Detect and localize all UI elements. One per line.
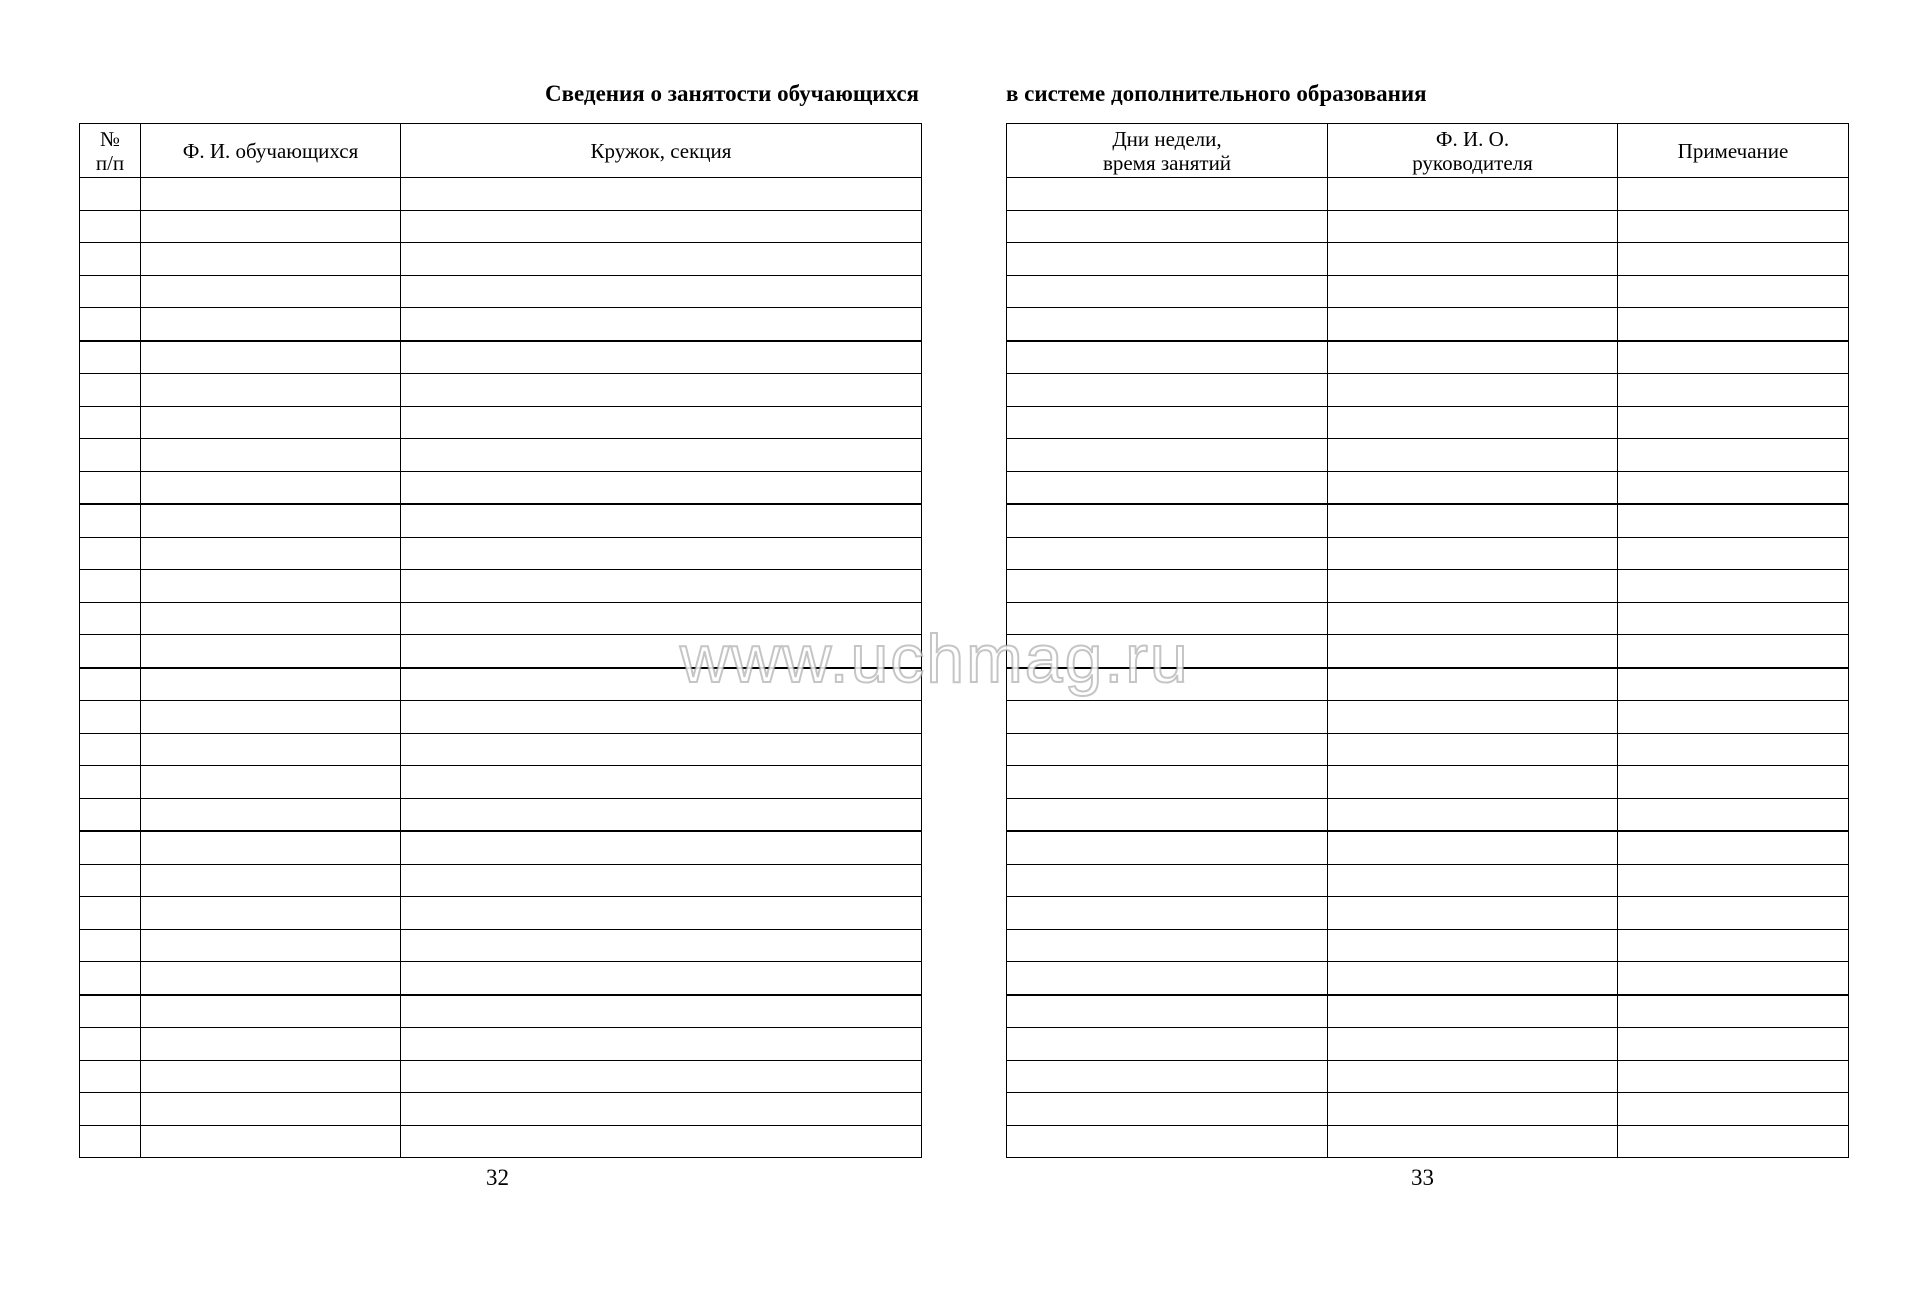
table-cell[interactable] bbox=[1328, 635, 1618, 668]
table-cell[interactable] bbox=[1618, 504, 1849, 537]
table-cell[interactable] bbox=[141, 275, 401, 308]
table-cell[interactable] bbox=[141, 504, 401, 537]
table-cell[interactable] bbox=[401, 439, 922, 472]
table-row bbox=[1007, 1093, 1849, 1126]
table-cell[interactable] bbox=[141, 831, 401, 864]
table-cell[interactable] bbox=[1007, 210, 1328, 243]
table-row bbox=[80, 1060, 922, 1093]
table-cell[interactable] bbox=[141, 1060, 401, 1093]
table-cell[interactable] bbox=[1328, 602, 1618, 635]
table-cell[interactable] bbox=[1328, 537, 1618, 570]
table-row bbox=[80, 1125, 922, 1158]
table-row bbox=[1007, 210, 1849, 243]
table-row bbox=[80, 766, 922, 799]
table-cell[interactable] bbox=[1328, 897, 1618, 930]
table-row bbox=[80, 570, 922, 603]
table-row bbox=[1007, 308, 1849, 341]
page-number-right: 33 bbox=[1411, 1165, 1434, 1190]
table-cell[interactable] bbox=[401, 537, 922, 570]
column-header-days-time bbox=[1007, 124, 1328, 178]
table-cell[interactable] bbox=[401, 243, 922, 276]
table-cell[interactable] bbox=[401, 864, 922, 897]
table-cell[interactable] bbox=[141, 1125, 401, 1158]
table-row bbox=[80, 995, 922, 1028]
table-row bbox=[80, 471, 922, 504]
page-title-left: Сведения о занятости обучающихся bbox=[545, 81, 919, 106]
table-cell[interactable] bbox=[1618, 537, 1849, 570]
table-cell[interactable] bbox=[1007, 864, 1328, 897]
table-cell[interactable] bbox=[1328, 308, 1618, 341]
table-cell[interactable] bbox=[1328, 864, 1618, 897]
table-cell[interactable] bbox=[1328, 439, 1618, 472]
table-row bbox=[80, 243, 922, 276]
table-cell[interactable] bbox=[401, 374, 922, 407]
table-row bbox=[1007, 1028, 1849, 1061]
table-cell[interactable] bbox=[1618, 701, 1849, 734]
table-row bbox=[1007, 406, 1849, 439]
table-cell[interactable] bbox=[1328, 929, 1618, 962]
table-cell[interactable] bbox=[1007, 897, 1328, 930]
table-cell[interactable] bbox=[1618, 798, 1849, 831]
column-header-number bbox=[80, 124, 141, 178]
table-cell[interactable] bbox=[80, 831, 141, 864]
table-row bbox=[1007, 798, 1849, 831]
table-cell[interactable] bbox=[1007, 570, 1328, 603]
table-row bbox=[80, 864, 922, 897]
table-cell[interactable] bbox=[141, 341, 401, 374]
table-row bbox=[80, 962, 922, 995]
table-cell[interactable] bbox=[1007, 962, 1328, 995]
table-cell[interactable] bbox=[80, 962, 141, 995]
table-cell[interactable] bbox=[80, 668, 141, 701]
table-cell[interactable] bbox=[401, 897, 922, 930]
table-cell[interactable] bbox=[1007, 1125, 1328, 1158]
table-cell[interactable] bbox=[141, 1093, 401, 1126]
table-cell[interactable] bbox=[1618, 1060, 1849, 1093]
table-cell[interactable] bbox=[141, 570, 401, 603]
table-cell[interactable] bbox=[1007, 504, 1328, 537]
table-cell[interactable] bbox=[141, 602, 401, 635]
table-cell[interactable] bbox=[1618, 929, 1849, 962]
table-row bbox=[1007, 766, 1849, 799]
table-cell[interactable] bbox=[401, 341, 922, 374]
table-cell[interactable] bbox=[80, 537, 141, 570]
table-cell[interactable] bbox=[80, 929, 141, 962]
header-line-2: руководителя bbox=[1412, 150, 1533, 175]
table-row bbox=[80, 439, 922, 472]
table-row bbox=[1007, 275, 1849, 308]
header-line-2: п/п bbox=[95, 150, 125, 175]
table-cell[interactable] bbox=[1618, 406, 1849, 439]
table-cell[interactable] bbox=[141, 308, 401, 341]
table-cell[interactable] bbox=[1618, 471, 1849, 504]
table-cell[interactable] bbox=[80, 733, 141, 766]
table-cell[interactable] bbox=[401, 1125, 922, 1158]
table-cell[interactable] bbox=[1007, 471, 1328, 504]
table-cell[interactable] bbox=[141, 766, 401, 799]
table-cell[interactable] bbox=[80, 1093, 141, 1126]
table-cell[interactable] bbox=[1618, 995, 1849, 1028]
table-cell[interactable] bbox=[141, 439, 401, 472]
header-line-1: Дни недели, bbox=[1112, 126, 1222, 151]
table-cell[interactable] bbox=[1328, 798, 1618, 831]
table-cell[interactable] bbox=[141, 537, 401, 570]
table-cell[interactable] bbox=[1007, 1093, 1328, 1126]
table-cell[interactable] bbox=[1007, 439, 1328, 472]
table-cell[interactable] bbox=[1007, 798, 1328, 831]
table-cell[interactable] bbox=[1328, 701, 1618, 734]
header-line-2: время занятий bbox=[1102, 150, 1232, 175]
table-cell[interactable] bbox=[1328, 766, 1618, 799]
table-cell[interactable] bbox=[1618, 341, 1849, 374]
table-cell[interactable] bbox=[141, 701, 401, 734]
table-cell[interactable] bbox=[1328, 243, 1618, 276]
table-cell[interactable] bbox=[1618, 308, 1849, 341]
table-row bbox=[80, 1028, 922, 1061]
table-row bbox=[1007, 471, 1849, 504]
table-cell[interactable] bbox=[1007, 733, 1328, 766]
table-row bbox=[1007, 341, 1849, 374]
table-cell[interactable] bbox=[80, 243, 141, 276]
table-cell[interactable] bbox=[401, 210, 922, 243]
table-cell[interactable] bbox=[1328, 406, 1618, 439]
table-cell[interactable] bbox=[1007, 178, 1328, 211]
table-row bbox=[1007, 897, 1849, 930]
table-cell[interactable] bbox=[1328, 504, 1618, 537]
table-cell[interactable] bbox=[141, 995, 401, 1028]
table-cell[interactable] bbox=[401, 995, 922, 1028]
watermark: www.uchmag.ru bbox=[680, 621, 1190, 697]
table-cell[interactable] bbox=[1618, 243, 1849, 276]
table-cell[interactable] bbox=[1618, 635, 1849, 668]
table-cell[interactable] bbox=[1328, 962, 1618, 995]
table-row bbox=[1007, 1060, 1849, 1093]
table-cell[interactable] bbox=[141, 929, 401, 962]
table-row bbox=[1007, 1125, 1849, 1158]
table-row bbox=[80, 308, 922, 341]
table-cell[interactable] bbox=[1007, 308, 1328, 341]
table-cell[interactable] bbox=[401, 1093, 922, 1126]
table-row bbox=[1007, 570, 1849, 603]
table-cell[interactable] bbox=[1007, 275, 1328, 308]
table-cell[interactable] bbox=[80, 570, 141, 603]
column-header-student-name: Ф. И. обучающихся bbox=[141, 124, 401, 178]
table-cell[interactable] bbox=[1618, 1093, 1849, 1126]
table-cell[interactable] bbox=[1618, 1028, 1849, 1061]
table-cell[interactable] bbox=[1618, 1125, 1849, 1158]
table-row bbox=[1007, 374, 1849, 407]
table-cell[interactable] bbox=[401, 1060, 922, 1093]
table-cell[interactable] bbox=[401, 733, 922, 766]
column-header-supervisor bbox=[1328, 124, 1618, 178]
table-row bbox=[1007, 504, 1849, 537]
table-cell[interactable] bbox=[1618, 275, 1849, 308]
table-cell[interactable] bbox=[80, 308, 141, 341]
table-cell[interactable] bbox=[1618, 602, 1849, 635]
table-cell[interactable] bbox=[80, 766, 141, 799]
table-cell[interactable] bbox=[1618, 897, 1849, 930]
table-cell[interactable] bbox=[1328, 1060, 1618, 1093]
table-cell[interactable] bbox=[1328, 570, 1618, 603]
table-cell[interactable] bbox=[1328, 374, 1618, 407]
table-cell[interactable] bbox=[1007, 929, 1328, 962]
table-row bbox=[1007, 831, 1849, 864]
table-cell[interactable] bbox=[1328, 1125, 1618, 1158]
table-row bbox=[80, 537, 922, 570]
table-cell[interactable] bbox=[141, 178, 401, 211]
table-cell[interactable] bbox=[401, 308, 922, 341]
table-cell[interactable] bbox=[1618, 831, 1849, 864]
table-cell[interactable] bbox=[1328, 1093, 1618, 1126]
table-cell[interactable] bbox=[141, 374, 401, 407]
table-cell[interactable] bbox=[1007, 995, 1328, 1028]
page-number-left: 32 bbox=[486, 1165, 509, 1190]
table-cell[interactable] bbox=[141, 798, 401, 831]
table-row bbox=[1007, 995, 1849, 1028]
table-cell[interactable] bbox=[1328, 831, 1618, 864]
table-cell[interactable] bbox=[1007, 1060, 1328, 1093]
table-row bbox=[80, 701, 922, 734]
table-row bbox=[1007, 864, 1849, 897]
table-cell[interactable] bbox=[1328, 668, 1618, 701]
table-cell[interactable] bbox=[141, 864, 401, 897]
table-row bbox=[80, 178, 922, 211]
page-title-right: в системе дополнительного образования bbox=[1006, 81, 1427, 106]
table-cell[interactable] bbox=[1328, 471, 1618, 504]
table-row bbox=[80, 406, 922, 439]
table-cell[interactable] bbox=[1328, 1028, 1618, 1061]
table-cell[interactable] bbox=[401, 504, 922, 537]
table-cell[interactable] bbox=[141, 962, 401, 995]
table-header-row bbox=[1007, 124, 1849, 178]
table-cell[interactable] bbox=[80, 504, 141, 537]
table-cell[interactable] bbox=[1618, 733, 1849, 766]
table-row bbox=[80, 798, 922, 831]
table-cell[interactable] bbox=[1328, 178, 1618, 211]
table-cell[interactable] bbox=[1618, 766, 1849, 799]
table-cell[interactable] bbox=[80, 995, 141, 1028]
table-cell[interactable] bbox=[80, 210, 141, 243]
table-cell[interactable] bbox=[1007, 701, 1328, 734]
table-row bbox=[1007, 733, 1849, 766]
table-row bbox=[80, 897, 922, 930]
table-row bbox=[1007, 701, 1849, 734]
table-cell[interactable] bbox=[1007, 406, 1328, 439]
table-cell[interactable] bbox=[1328, 341, 1618, 374]
table-row bbox=[80, 275, 922, 308]
table-cell[interactable] bbox=[1007, 341, 1328, 374]
table-cell[interactable] bbox=[141, 406, 401, 439]
table-cell[interactable] bbox=[141, 733, 401, 766]
table-cell[interactable] bbox=[80, 897, 141, 930]
header-line-1: Ф. И. О. bbox=[1435, 126, 1510, 151]
table-row bbox=[80, 929, 922, 962]
table-cell[interactable] bbox=[1007, 537, 1328, 570]
table-cell[interactable] bbox=[401, 570, 922, 603]
table-cell[interactable] bbox=[1007, 766, 1328, 799]
table-cell[interactable] bbox=[80, 798, 141, 831]
table-row bbox=[80, 210, 922, 243]
table-cell[interactable] bbox=[1328, 733, 1618, 766]
table-cell[interactable] bbox=[80, 864, 141, 897]
table-row bbox=[1007, 537, 1849, 570]
header-line-1: № bbox=[99, 126, 121, 151]
table-cell[interactable] bbox=[141, 471, 401, 504]
table-row bbox=[1007, 243, 1849, 276]
table-row bbox=[1007, 929, 1849, 962]
table-cell[interactable] bbox=[80, 1125, 141, 1158]
table-cell[interactable] bbox=[401, 929, 922, 962]
table-cell[interactable] bbox=[80, 439, 141, 472]
table-cell[interactable] bbox=[401, 831, 922, 864]
table-cell[interactable] bbox=[141, 210, 401, 243]
table-cell[interactable] bbox=[80, 602, 141, 635]
table-cell[interactable] bbox=[1618, 864, 1849, 897]
table-cell[interactable] bbox=[141, 1028, 401, 1061]
table-cell[interactable] bbox=[401, 178, 922, 211]
table-cell[interactable] bbox=[141, 635, 401, 668]
table-cell[interactable] bbox=[401, 1028, 922, 1061]
table-cell[interactable] bbox=[401, 798, 922, 831]
table-cell[interactable] bbox=[141, 243, 401, 276]
table-cell[interactable] bbox=[1328, 995, 1618, 1028]
table-cell[interactable] bbox=[401, 962, 922, 995]
column-header-club-section: Кружок, секция bbox=[401, 124, 922, 178]
table-cell[interactable] bbox=[80, 635, 141, 668]
table-cell[interactable] bbox=[1328, 210, 1618, 243]
table-cell[interactable] bbox=[80, 1060, 141, 1093]
table-cell[interactable] bbox=[80, 374, 141, 407]
table-cell[interactable] bbox=[80, 178, 141, 211]
table-cell[interactable] bbox=[1007, 1028, 1328, 1061]
table-row bbox=[80, 504, 922, 537]
table-cell[interactable] bbox=[80, 1028, 141, 1061]
table-cell[interactable] bbox=[80, 341, 141, 374]
table-cell[interactable] bbox=[1618, 210, 1849, 243]
table-cell[interactable] bbox=[1618, 178, 1849, 211]
table-cell[interactable] bbox=[80, 471, 141, 504]
table-cell[interactable] bbox=[141, 668, 401, 701]
table-cell[interactable] bbox=[80, 701, 141, 734]
table-row bbox=[80, 341, 922, 374]
table-cell[interactable] bbox=[401, 275, 922, 308]
table-row bbox=[80, 831, 922, 864]
table-cell[interactable] bbox=[141, 897, 401, 930]
column-header-note: Примечание bbox=[1618, 124, 1849, 178]
table-row bbox=[80, 1093, 922, 1126]
table-row bbox=[1007, 439, 1849, 472]
table-cell[interactable] bbox=[1618, 439, 1849, 472]
table-header-row bbox=[80, 124, 922, 178]
table-cell[interactable] bbox=[401, 766, 922, 799]
table-row bbox=[1007, 962, 1849, 995]
table-cell[interactable] bbox=[80, 406, 141, 439]
table-cell[interactable] bbox=[1328, 275, 1618, 308]
table-cell[interactable] bbox=[1618, 374, 1849, 407]
table-cell[interactable] bbox=[1618, 668, 1849, 701]
table-cell[interactable] bbox=[1007, 374, 1328, 407]
table-cell[interactable] bbox=[1618, 570, 1849, 603]
table-cell[interactable] bbox=[1007, 243, 1328, 276]
table-row bbox=[80, 733, 922, 766]
table-cell[interactable] bbox=[1007, 831, 1328, 864]
table-cell[interactable] bbox=[401, 471, 922, 504]
table-cell[interactable] bbox=[1618, 962, 1849, 995]
table-row bbox=[80, 374, 922, 407]
table-row bbox=[1007, 178, 1849, 211]
table-cell[interactable] bbox=[401, 701, 922, 734]
table-cell[interactable] bbox=[401, 406, 922, 439]
table-cell[interactable] bbox=[80, 275, 141, 308]
